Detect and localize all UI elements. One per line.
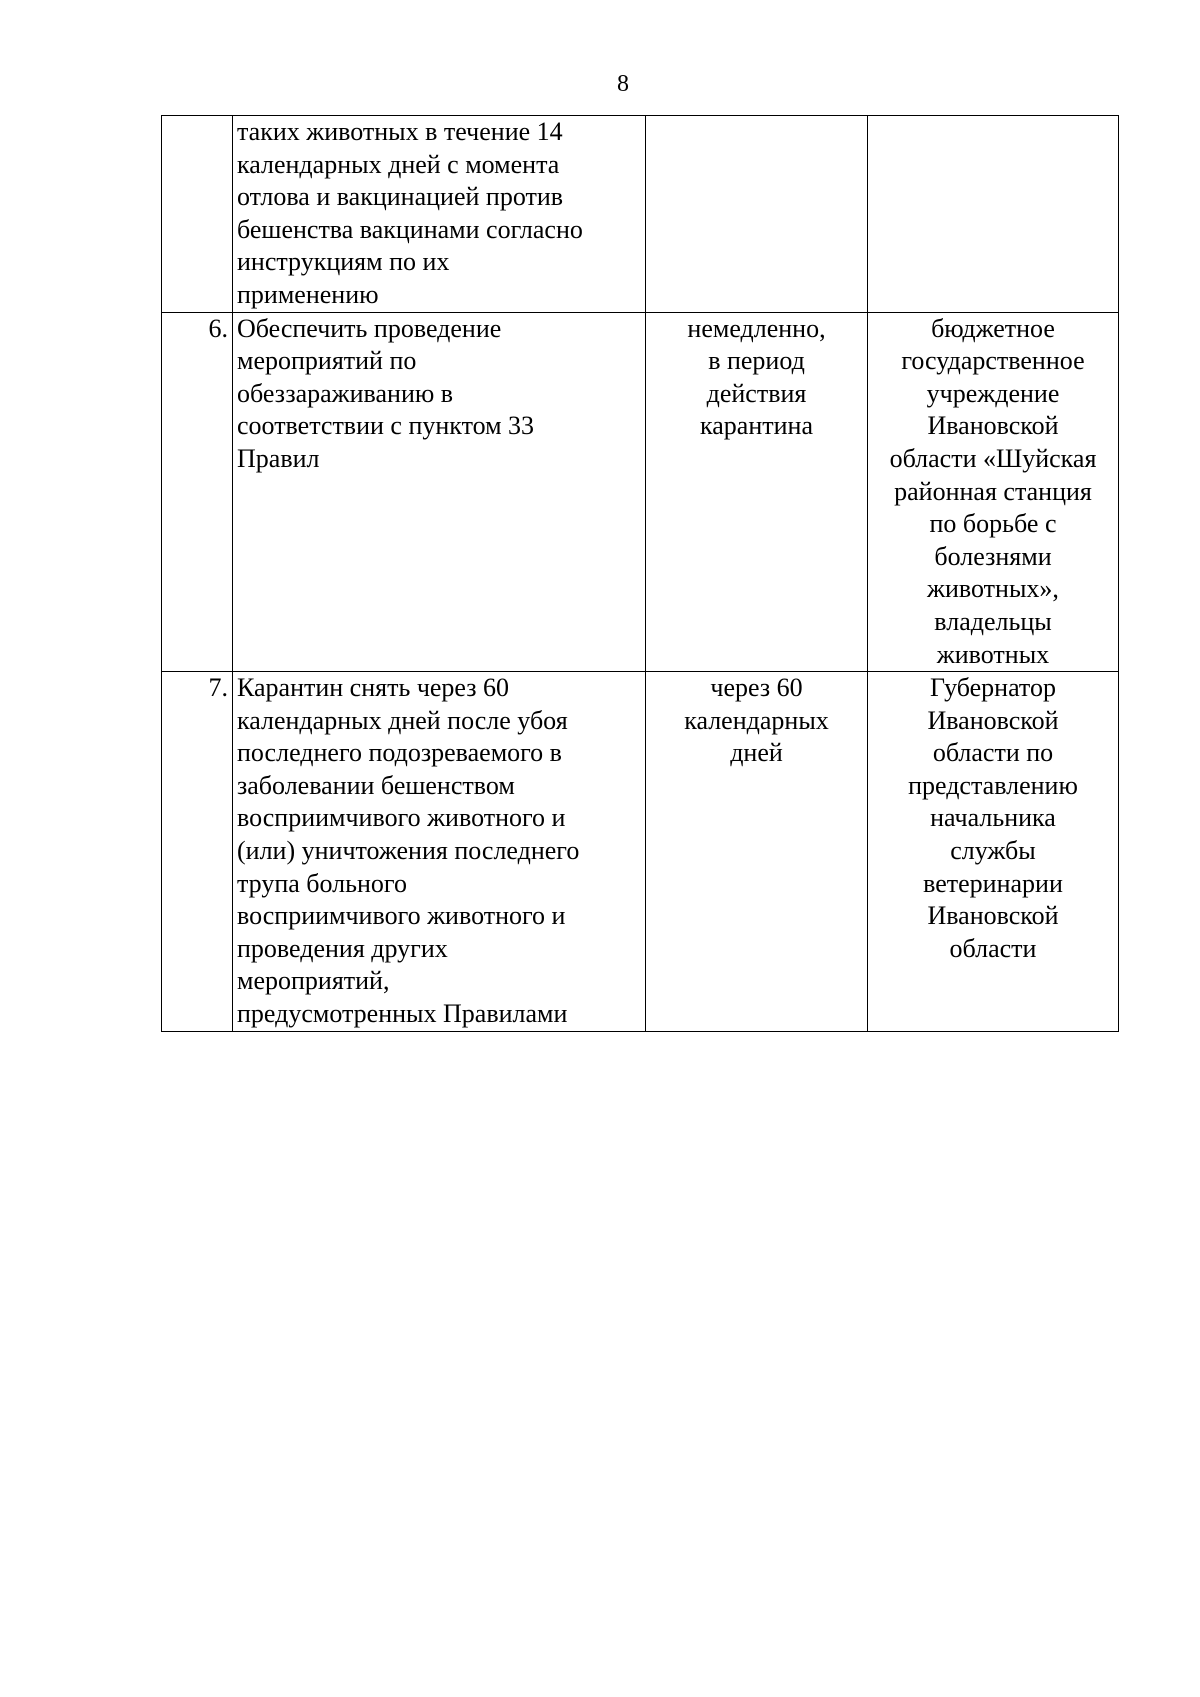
table-row [162,672,1119,1032]
row-number-cell [162,116,233,313]
table-row [162,116,1119,313]
responsible-line: области «Шуйская [889,443,1097,473]
action-line: соответствии с пунктом 33 [237,411,535,441]
action-line: восприимчивого животного и [237,803,566,833]
responsible-cell [868,312,1119,672]
action-line: Обеспечить проведение [237,313,502,343]
responsible-line: службы [950,836,1036,866]
responsible-line: Ивановской [927,901,1059,931]
responsible-line: по борьбе с [929,509,1057,539]
page-number: 8 [617,71,629,97]
action-line: мероприятий, [237,966,390,996]
action-line: применению [237,279,379,309]
responsible-line: области по [932,738,1054,768]
action-line: заболевании бешенством [237,770,515,800]
term-line: действия [706,378,807,408]
action-cell [233,312,646,672]
term-line: в период [708,346,805,376]
responsible-line: учреждение [926,378,1060,408]
action-line: мероприятий по [237,346,417,376]
action-line: отлова и вакцинацией против [237,182,564,212]
action-line: обеззараживанию в [237,378,454,408]
term-line: календарных [684,705,829,735]
row-number-cell: 7. [162,672,233,1032]
responsible-line: Губернатор [930,673,1056,703]
action-line: предусмотренных Правилами [237,999,568,1029]
action-line: календарных дней после убоя [237,705,568,735]
action-line: проведения других [237,933,448,963]
responsible-line: районная станция [894,476,1092,506]
responsible-line: Ивановской [927,705,1059,735]
responsible-line: государственное [901,346,1085,376]
responsible-line: бюджетное [931,313,1055,343]
term-line: немедленно, [687,313,826,343]
action-line: (или) уничтожения последнего [237,836,580,866]
row-number-cell: 6. [162,312,233,672]
action-line: календарных дней с момента [237,149,560,179]
measures-table [161,115,1119,1032]
action-line: таких животных в течение 14 [237,117,563,146]
action-line: бешенства вакцинами согласно [237,214,583,244]
responsible-line: Ивановской [927,411,1059,441]
responsible-cell [868,672,1119,1032]
responsible-line: области [949,933,1037,963]
term-cell [646,312,868,672]
action-line: Правил [237,443,320,473]
action-line: Карантин снять через 60 [237,673,510,703]
responsible-line: владельцы [934,606,1052,636]
term-cell [646,672,868,1032]
action-cell [233,672,646,1032]
term-line: карантина [700,411,813,441]
action-line: восприимчивого животного и [237,901,566,931]
term-line: дней [730,738,783,768]
responsible-line: ветеринарии [923,868,1063,898]
responsible-line: животных [936,639,1050,669]
action-cell [233,116,646,313]
responsible-line: животных», [927,574,1059,604]
action-line: инструкциям по их [237,247,450,277]
table-row [162,312,1119,672]
responsible-line: болезнями [934,541,1052,571]
action-line: трупа больного [237,868,407,898]
responsible-line: представлению [908,770,1078,800]
action-line: последнего подозреваемого в [237,738,562,768]
term-cell [646,116,868,313]
term-line: через 60 [710,673,803,703]
responsible-cell [868,116,1119,313]
responsible-line: начальника [930,803,1056,833]
